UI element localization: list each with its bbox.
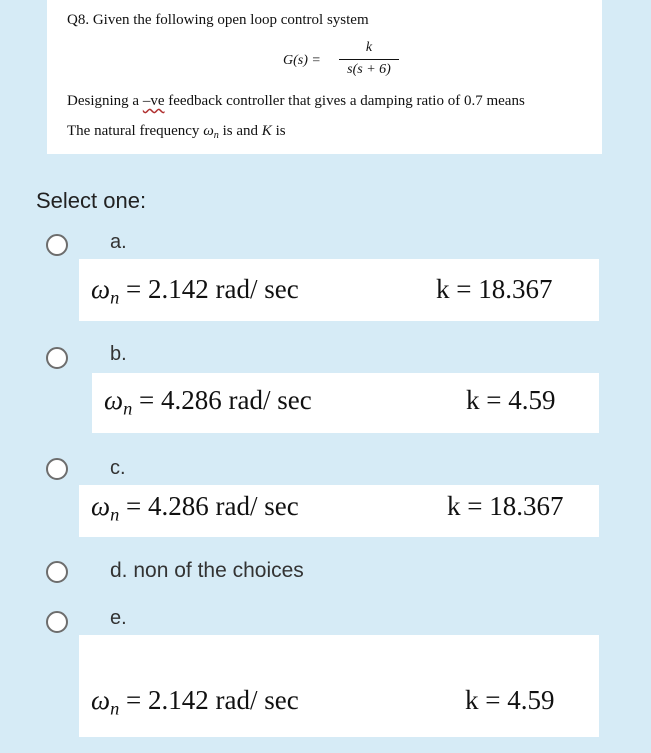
option-e-label: e. <box>110 607 127 629</box>
tf-numerator: k <box>365 40 373 55</box>
omega-value: = 4.286 rad/ sec <box>119 491 299 521</box>
option-e-k: k = 4.59 <box>465 685 555 715</box>
line1-wavy: –ve <box>142 93 165 109</box>
question-line-2 <box>67 123 286 141</box>
line2-part2: is and <box>218 123 262 139</box>
line2-part1: The natural frequency <box>67 123 204 139</box>
option-a-k: k = 18.367 <box>436 274 553 304</box>
option-b-radio[interactable] <box>46 347 68 369</box>
option-a-label: a. <box>110 231 127 253</box>
line1-after: feedback controller that gives a damping ratio of 0.7 means <box>164 93 525 109</box>
omega-subscript: n <box>123 398 133 419</box>
option-e-answer <box>79 635 599 737</box>
option-b-label: b. <box>110 343 127 365</box>
option-c-answer <box>79 485 599 537</box>
line2-k: K <box>261 123 272 139</box>
line2-part3: is <box>271 123 286 139</box>
fraction-bar <box>339 59 399 60</box>
option-d-label: d. non of the choices <box>110 559 304 582</box>
omega-subscript: n <box>110 698 120 719</box>
option-e-radio[interactable] <box>46 611 68 633</box>
omega-symbol: ω <box>104 385 124 415</box>
question-card <box>47 0 602 154</box>
select-one-label: Select one: <box>36 188 147 213</box>
line2-omega: ω <box>203 123 214 139</box>
option-a-radio[interactable] <box>46 234 68 256</box>
omega-value: = 4.286 rad/ sec <box>132 385 312 415</box>
omega-symbol: ω <box>91 274 111 304</box>
omega-subscript: n <box>110 287 120 308</box>
option-c-omega <box>91 491 299 526</box>
omega-symbol: ω <box>91 491 111 521</box>
tf-fraction <box>339 40 399 78</box>
option-b-omega <box>104 385 312 420</box>
tf-lhs: G(s) = <box>283 53 321 68</box>
omega-value: = 2.142 rad/ sec <box>119 274 299 304</box>
option-c-radio[interactable] <box>46 458 68 480</box>
tf-denominator: s(s + 6) <box>347 62 391 77</box>
question-line-1 <box>67 93 525 110</box>
option-a-answer <box>79 259 599 321</box>
omega-value: = 2.142 rad/ sec <box>119 685 299 715</box>
option-a-omega <box>91 274 299 309</box>
line2-sub: n <box>213 130 219 142</box>
line1-before: Designing a <box>67 93 143 109</box>
omega-subscript: n <box>110 504 120 525</box>
option-c-k: k = 18.367 <box>447 491 564 521</box>
option-e-omega <box>91 685 299 720</box>
option-b-k: k = 4.59 <box>466 385 556 415</box>
option-b-answer <box>92 373 599 433</box>
question-title: Q8. Given the following open loop control system <box>67 12 369 28</box>
option-c-label: c. <box>110 457 126 479</box>
option-d-radio[interactable] <box>46 561 68 583</box>
omega-symbol: ω <box>91 685 111 715</box>
